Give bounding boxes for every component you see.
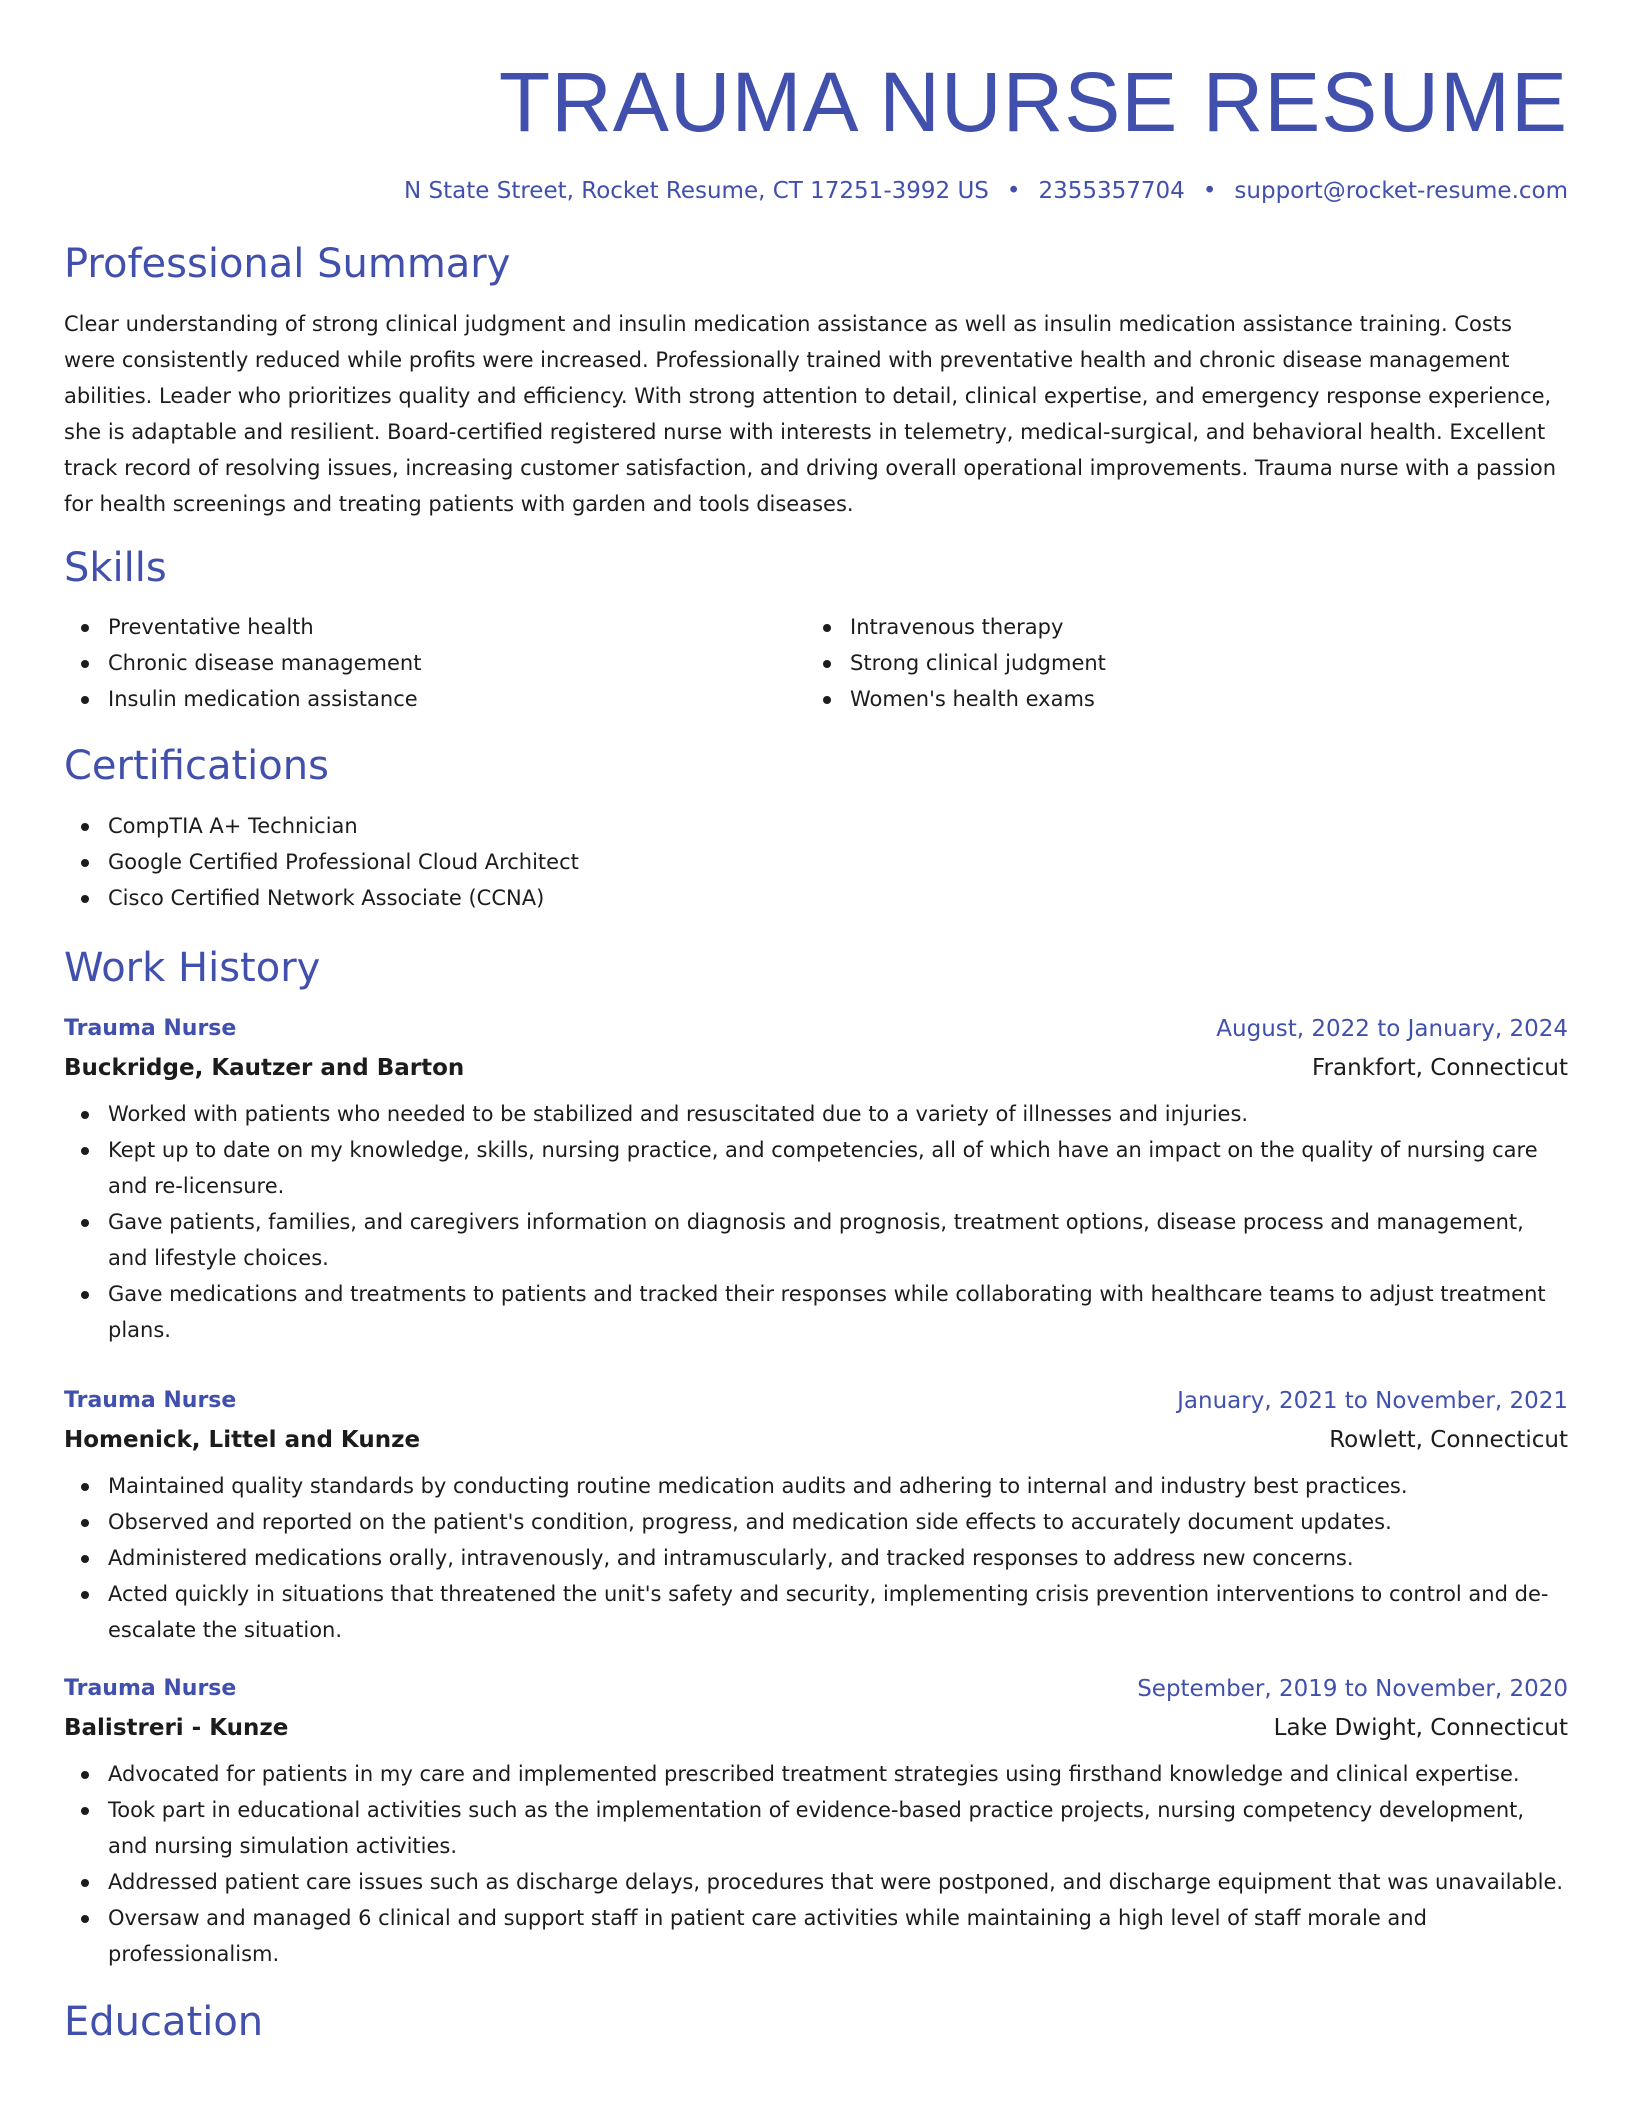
job-bullet: Took part in educational activities such as the implementation of evidence-based practice projects, nursing competency development, and nursing simulation activities. <box>64 1792 1568 1864</box>
job-bullet: Oversaw and managed 6 clinical and support staff in patient care activities while maintaining a high level of staff morale and professionalism. <box>64 1900 1568 1972</box>
job-entry <box>64 1678 1568 1972</box>
skills-grid <box>64 609 1568 717</box>
job-bullet: Observed and reported on the patient's condition, progress, and medication side effects to accurately document updates. <box>64 1504 1568 1540</box>
contact-email: support@rocket-resume.com <box>1234 178 1568 204</box>
job-bullets <box>64 1096 1568 1348</box>
contact-separator: • <box>1006 178 1021 204</box>
work-history-heading: Work History <box>64 945 321 991</box>
skills-list-left <box>64 609 806 717</box>
job-bullet: Acted quickly in situations that threatened the unit's safety and security, implementing crisis prevention interventions to control and de-escalate the situation. <box>64 1576 1568 1648</box>
certifications-heading: Certifications <box>64 743 329 789</box>
job-entry <box>64 1390 1568 1648</box>
job-bullet: Gave medications and treatments to patients and tracked their responses while collaborating with healthcare teams to adjust treatment plans. <box>64 1276 1568 1348</box>
skill-item: Chronic disease management <box>64 645 806 681</box>
job-bullet: Administered medications orally, intravenously, and intramuscularly, and tracked responses to address new concerns. <box>64 1540 1568 1576</box>
job-location: Frankfort, Connecticut <box>1312 1055 1568 1081</box>
skills-list-right <box>806 609 1548 717</box>
job-company: Homenick, Littel and Kunze <box>64 1427 421 1453</box>
certification-item: Google Certified Professional Cloud Architect <box>64 844 1568 880</box>
summary-heading: Professional Summary <box>64 241 511 287</box>
summary-text: Clear understanding of strong clinical judgment and insulin medication assistance as well as insulin medication assistance training. Costs were consistently reduced while profits were increased. Professionally trained with preventative health and chronic disease management abilities. Leader who prioritizes quality and efficiency. With strong attention to detail, clinical expertise, and emergency response experience, she is adaptable and resilient. Board-certified registered nurse with interests in telemetry, medical-surgical, and behavioral health. Excellent track record of resolving issues, increasing customer satisfaction, and driving overall operational improvements. Trauma nurse with a passion for health screenings and treating patients with garden and tools diseases. <box>64 312 1557 516</box>
job-company: Buckridge, Kautzer and Barton <box>64 1055 465 1081</box>
job-bullet: Worked with patients who needed to be stabilized and resuscitated due to a variety of illnesses and injuries. <box>64 1096 1568 1132</box>
skills-heading: Skills <box>64 545 167 591</box>
education-heading: Education <box>64 1999 264 2045</box>
job-bullets <box>64 1468 1568 1648</box>
job-dates: August, 2022 to January, 2024 <box>1216 1016 1568 1042</box>
job-entry <box>64 1018 1568 1348</box>
job-bullet: Maintained quality standards by conducting routine medication audits and adhering to internal and industry best practices. <box>64 1468 1568 1504</box>
job-bullet: Addressed patient care issues such as discharge delays, procedures that were postponed, and discharge equipment that was unavailable. <box>64 1864 1568 1900</box>
job-bullet: Advocated for patients in my care and implemented prescribed treatment strategies using firsthand knowledge and clinical expertise. <box>64 1756 1568 1792</box>
contact-line <box>64 180 1568 203</box>
skill-item: Strong clinical judgment <box>806 645 1548 681</box>
skill-item: Insulin medication assistance <box>64 681 806 717</box>
job-company: Balistreri - Kunze <box>64 1715 289 1741</box>
contact-address: N State Street, Rocket Resume, CT 17251-3992 US <box>404 178 989 204</box>
certification-item: Cisco Certified Network Associate (CCNA) <box>64 880 1568 916</box>
job-dates: January, 2021 to November, 2021 <box>1177 1388 1568 1414</box>
resume-title: TRAUMA NURSE RESUME <box>498 55 1568 149</box>
skill-item: Women's health exams <box>806 681 1548 717</box>
job-title: Trauma Nurse <box>64 1016 237 1041</box>
contact-separator: • <box>1202 178 1217 204</box>
job-location: Rowlett, Connecticut <box>1329 1427 1568 1453</box>
job-bullets <box>64 1756 1568 1972</box>
job-title: Trauma Nurse <box>64 1388 237 1413</box>
job-title: Trauma Nurse <box>64 1676 237 1701</box>
contact-phone: 2355357704 <box>1038 178 1185 204</box>
certification-item: CompTIA A+ Technician <box>64 808 1568 844</box>
job-bullet: Gave patients, families, and caregivers information on diagnosis and prognosis, treatment options, disease process and management, and lifestyle choices. <box>64 1204 1568 1276</box>
job-location: Lake Dwight, Connecticut <box>1273 1715 1568 1741</box>
skill-item: Preventative health <box>64 609 806 645</box>
skill-item: Intravenous therapy <box>806 609 1548 645</box>
job-dates: September, 2019 to November, 2020 <box>1137 1676 1568 1702</box>
certifications-list <box>64 808 1568 916</box>
job-bullet: Kept up to date on my knowledge, skills, nursing practice, and competencies, all of which have an impact on the quality of nursing care and re-licensure. <box>64 1132 1568 1204</box>
